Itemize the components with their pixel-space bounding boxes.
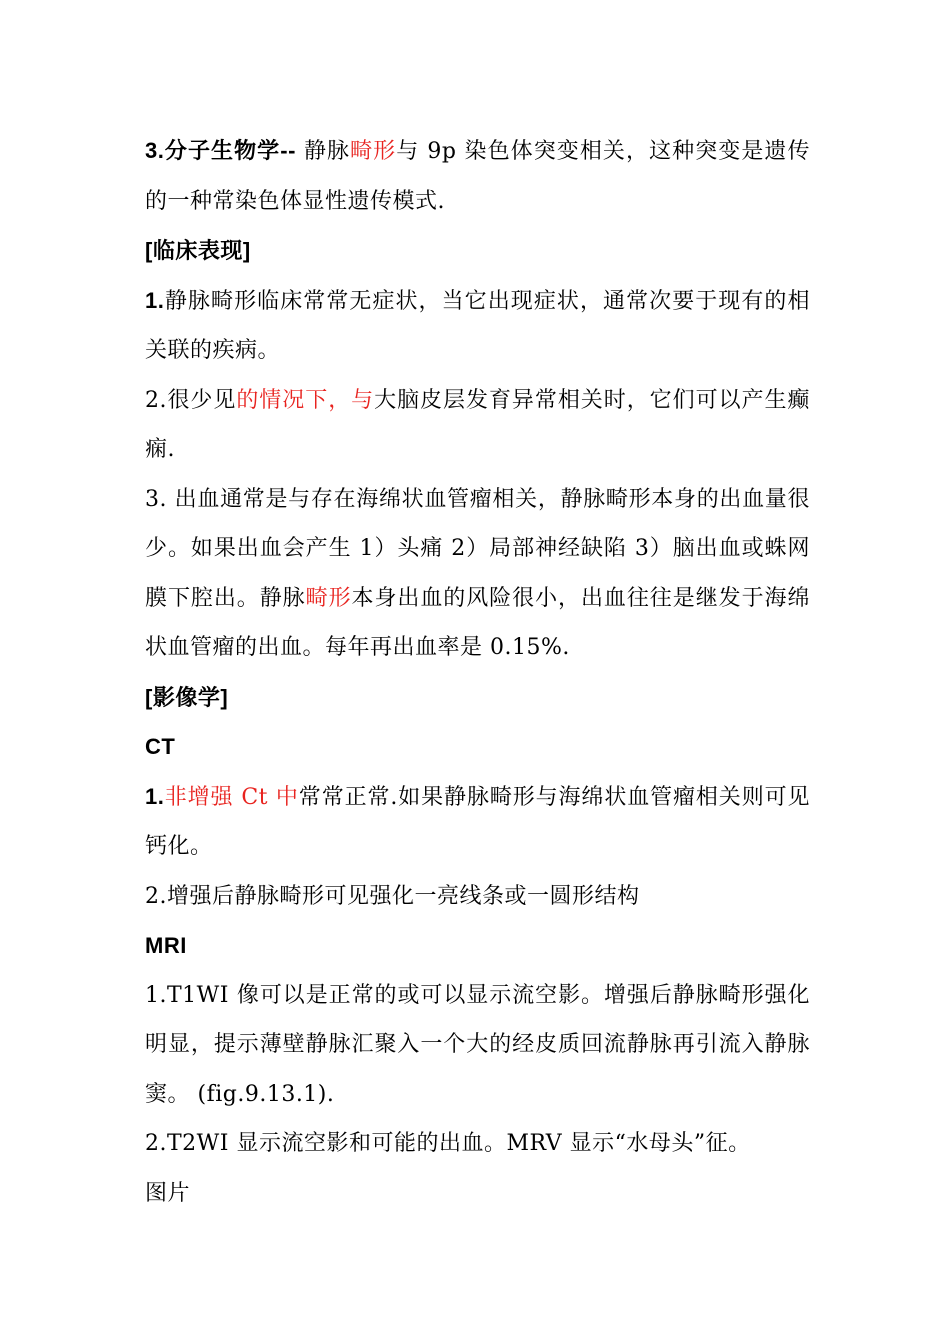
- document-body: [145, 126, 810, 1218]
- paragraph-mri-1: 1.T1WI 像可以是正常的或可以显示流空影。增强后静脉畸形强化明显，提示薄壁静脉汇聚入一个大的经皮质回流静脉再引流入静脉窦。 (fig.9.13.1).: [145, 982, 810, 1107]
- highlight-text: 非增强 Ct 中: [164, 784, 299, 810]
- text-run: 大脑皮层发育异常相关时，它们可以产生癫痫.: [145, 387, 810, 462]
- paragraph-ct-2: 2.增强后静脉畸形可见强化一亮线条或一圆形结构: [145, 883, 640, 909]
- paragraph-clinical-2: [145, 376, 810, 475]
- text-run: 静脉畸形临床常常无症状，当它出现症状，通常次要于现有的相关联的疾病。: [145, 288, 810, 363]
- section-label-molecular-biology: 3.分子生物学--: [145, 138, 296, 163]
- item-number: 1.: [145, 783, 165, 809]
- text-run: 与 9p 染色体突变相关，这种突变是遗传的一种常染色体显性遗传模式.: [145, 139, 810, 214]
- subheading-ct: CT: [145, 734, 176, 759]
- figure-caption: 图片: [145, 1180, 191, 1206]
- text-run: 本身出血的风险很小，出血往往是继发于海绵状血管瘤的出血。每年再出血率是 0.15%.: [145, 585, 810, 660]
- paragraph-molecular-biology: [145, 126, 810, 226]
- item-number: 1.: [145, 287, 165, 313]
- text-run: 3. 出血通常是与存在海绵状血管瘤相关，静脉畸形本身的出血量很少。如果出血会产生 1）头痛 2）局部神经缺陷 3）脑出血或蛛网膜下腔出。静脉: [145, 486, 810, 611]
- text-run: 静脉: [295, 139, 351, 164]
- text-run: 常常正常.如果静脉畸形与海绵状血管瘤相关则可见钙化。: [145, 784, 810, 859]
- paragraph-mri-2: 2.T2WI 显示流空影和可能的出血。MRV 显示“水母头”征。: [145, 1131, 751, 1156]
- subheading-mri: MRI: [145, 933, 187, 958]
- heading-imaging: [影像学]: [145, 684, 229, 710]
- paragraph-clinical-3: [145, 475, 810, 673]
- paragraph-ct-1: [145, 772, 810, 872]
- paragraph-clinical-1: [145, 276, 810, 376]
- highlight-text: 的情况下，与: [236, 387, 375, 413]
- highlight-text: 畸形: [305, 585, 352, 611]
- text-run: 2.很少见: [145, 387, 237, 413]
- heading-clinical-presentation: [临床表现]: [145, 238, 251, 263]
- highlight-text: 畸形: [350, 139, 397, 164]
